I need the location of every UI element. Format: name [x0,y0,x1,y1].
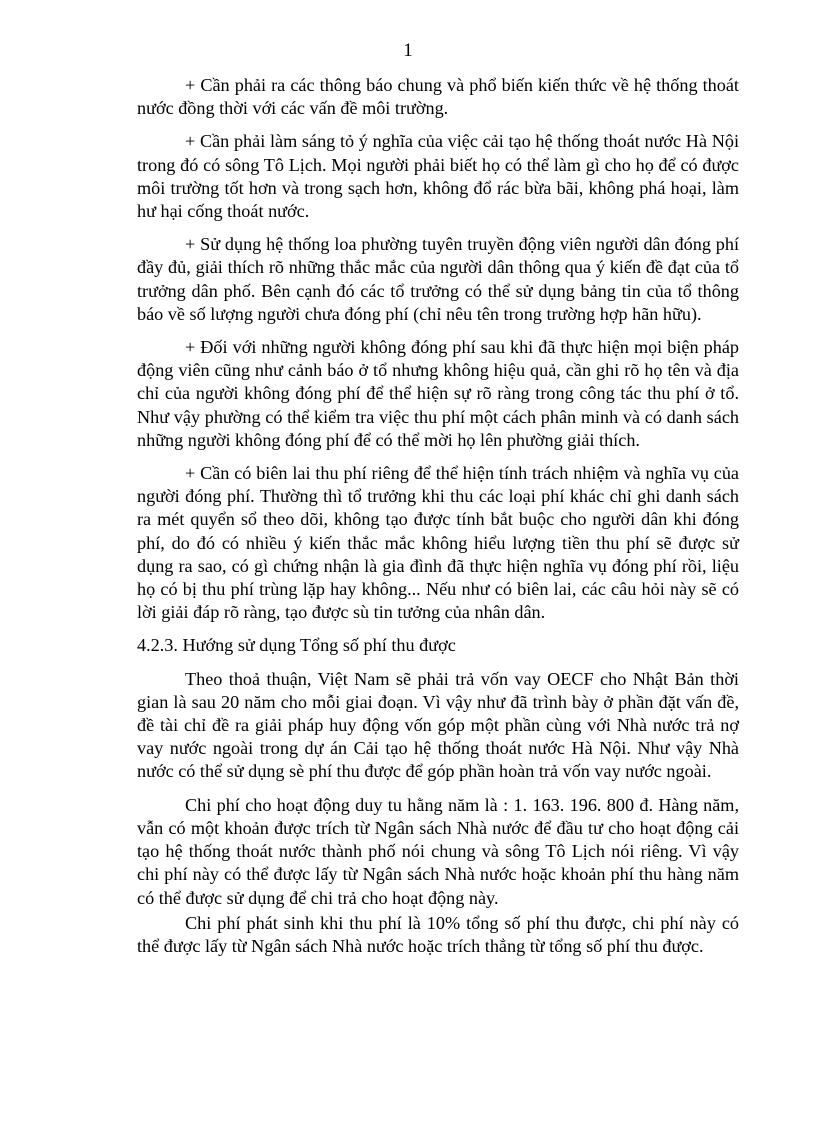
paragraph-announcements: + Cần phải ra các thông báo chung và phổ biến kiến thức về hệ thống thoát nước đồng thời với các vấn đề môi trường. [137,75,739,119]
paragraph-collection-cost: Chi phí phát sinh khi thu phí là 10% tổng số phí thu được, chi phí này có thể được lấy từ Ngân sách Nhà nước hoặc trích thẳng từ tổng số phí thu được. [137,912,739,956]
paragraph-non-payers: + Đối với những người không đóng phí sau khi đã thực hiện mọi biện pháp động viên cũng như cảnh báo ở tổ nhưng không hiệu quả, cần ghi rõ họ tên và địa chỉ của người không đóng phí để thể hiện sự rõ ràng trong công tác thu phí ở tổ. Như vậy phường có thể kiểm tra việc thu phí một cách phân minh và có danh sách những người không đóng phí để có thể mời họ lên phường giải thích. [137,337,739,450]
section-heading: 4.2.3. Hướng sử dụng Tổng số phí thu được [137,635,456,656]
paragraph-receipts: + Cần có biên lai thu phí riêng để thể hiện tính trách nhiệm và nghĩa vụ của người đóng phí. Thường thì tổ trưởng khi thu các loại phí khác chỉ ghi danh sách ra mét quyển sổ theo dõi, không tạo được tính bắt buộc cho người dân khi đóng phí, do đó có nhiều ý kiến thắc mắc không hiểu lượng tiền thu phí sẽ được sử dụng ra sao, có gì chứng nhận là gia đình đã thực hiện nghĩa vụ đóng phí rồi, liệu họ có bị thu phí trùng lặp hay không... Nếu như có biên lai, các câu hỏi này sẽ có lời giải đáp rõ ràng, tạo được sù tin tưởng của nhân dân. [137,463,739,623]
paragraph-loudspeaker: + Sử dụng hệ thống loa phường tuyên truyền động viên người dân đóng phí đầy đủ, giải thích rõ những thắc mắc của người dân thông qua ý kiến đề đạt của tổ trưởng dân phố. Bên cạnh đó các tổ trưởng có thể sử dụng bảng tin của tổ thông báo về số lượng người chưa đóng phí (chỉ nêu tên trong trường hợp hãn hữu). [137,234,739,324]
page-number: 1 [403,40,413,61]
paragraph-renovation-meaning: + Cần phải làm sáng tỏ ý nghĩa của việc cải tạo hệ thống thoát nước Hà Nội trong đó có sông Tô Lịch. Mọi người phải biết họ có thể làm gì cho họ để có được môi trường tốt hơn và trong sạch hơn, không đổ rác bừa bãi, không phá hoại, làm hư hại cống thoát nước. [137,131,739,222]
document-body [137,74,739,968]
paragraph-oecf-loan: Theo thoả thuận, Việt Nam sẽ phải trả vốn vay OECF cho Nhật Bản thời gian là sau 20 năm cho mỗi giai đoạn. Vì vậy như đã trình bày ở phần đặt vấn đề, đề tài chỉ đề ra giải pháp huy động vốn góp một phần cùng với Nhà nước trả nợ vay nước ngoài trong dự án Cải tạo hệ thống thoát nước Hà Nội. Như vậy Nhà nước có thể sử dụng sè phí thu được để góp phần hoàn trả vốn vay nước ngoài. [137,668,739,782]
paragraph-maintenance-cost: Chi phí cho hoạt động duy tu hằng năm là : 1. 163. 196. 800 đ. Hàng năm, vẫn có một khoản được trích từ Ngân sách Nhà nước để đầu tư cho hoạt động cải tạo hệ thống thoát nước thành phố nói chung và sông Tô Lịch nói riêng. Vì vậy chi phí này có thể được lấy từ Ngân sách Nhà nước hoặc khoản phí thu hàng năm có thể được sử dụng để chi trả cho hoạt động này. [137,794,739,908]
